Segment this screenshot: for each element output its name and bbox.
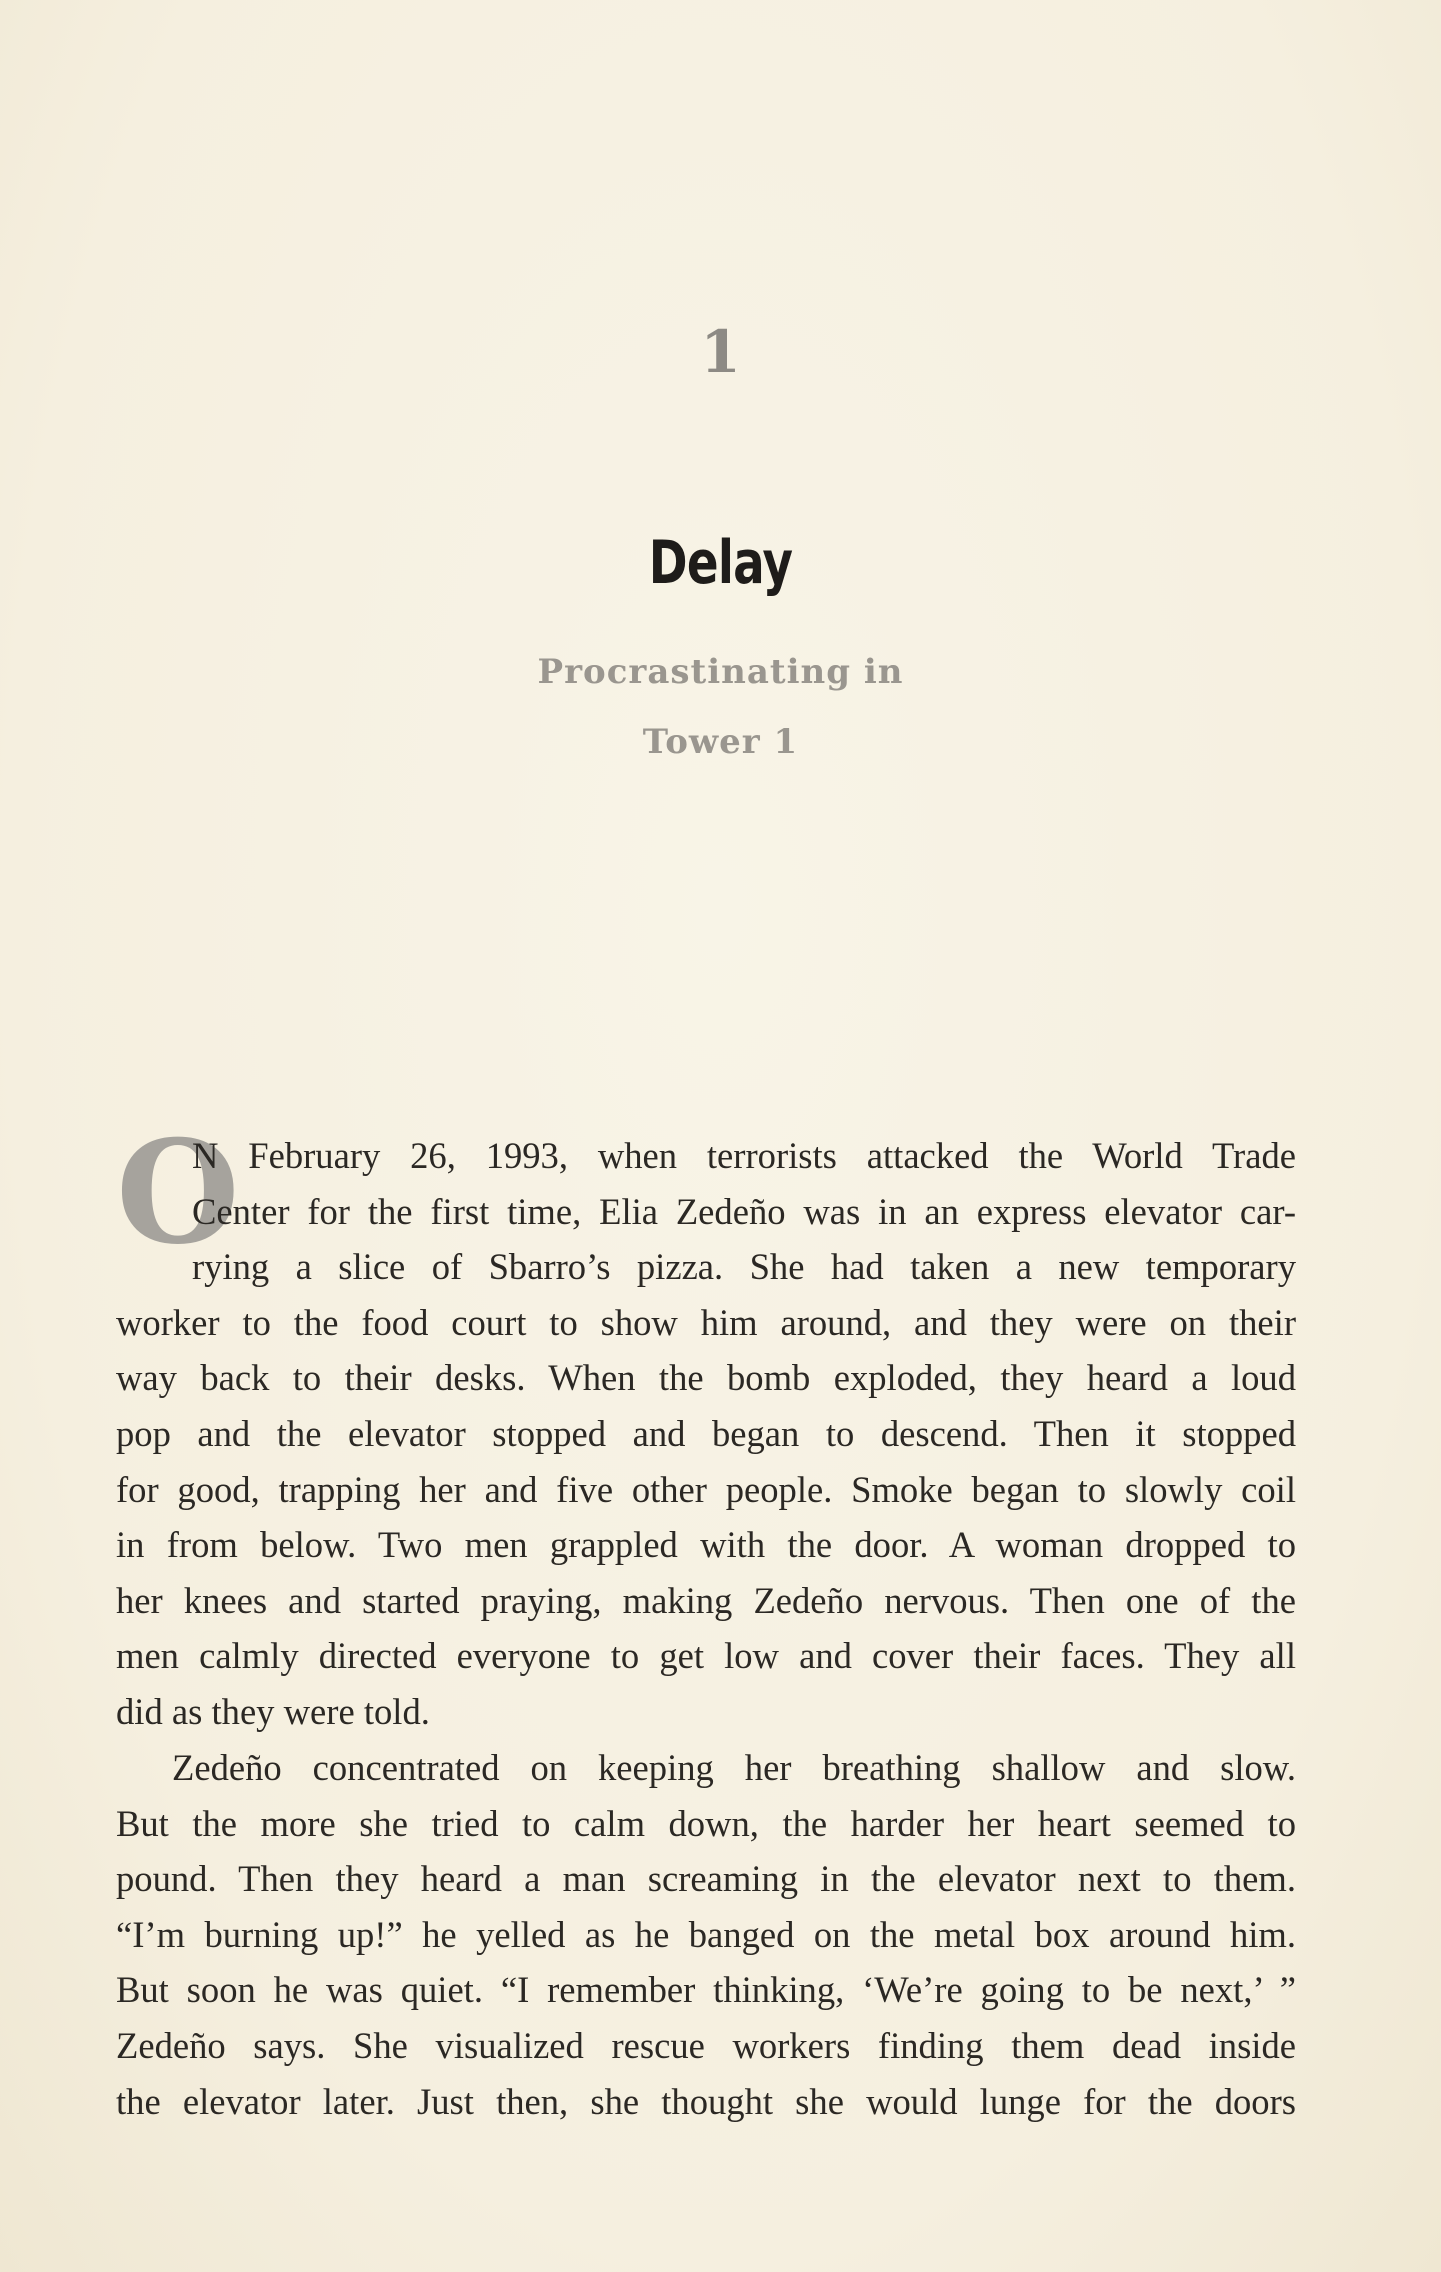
paragraph-2 <box>116 1740 1296 2129</box>
chapter-number: 1 <box>700 318 741 386</box>
paragraph-line: pound. Then they heard a man screaming in the elevator next to them. <box>116 1858 1296 1900</box>
chapter-title: Delay <box>648 528 793 598</box>
paragraph-line: “I’m burning up!” he yelled as he banged on the metal box around him. <box>116 1913 1296 1955</box>
drop-cap: O <box>116 1110 240 1276</box>
paragraph-line: But soon he was quiet. “I remember thinking, ‘We’re going to be next,’ ” <box>116 1969 1296 2011</box>
paragraph-line: men calmly directed everyone to get low and cover their faces. They all <box>116 1635 1296 1677</box>
paragraph-line: for good, trapping her and five other people. Smoke began to slowly coil <box>116 1468 1296 1510</box>
paragraph-1 <box>116 1128 1296 1740</box>
paragraph-line: N February 26, 1993, when terrorists attacked the World Trade <box>192 1135 1296 1176</box>
chapter-subtitle-line-2: Tower 1 <box>642 722 799 762</box>
paragraph-line: in from below. Two men grappled with the door. A woman dropped to <box>116 1524 1296 1566</box>
paragraph-line: Center for the first time, Elia Zedeño was in an express elevator car- <box>192 1190 1296 1232</box>
paragraph-line: worker to the food court to show him around, and they were on their <box>116 1301 1296 1343</box>
paragraph-line: way back to their desks. When the bomb exploded, they heard a loud <box>116 1357 1296 1399</box>
paragraph-line: But the more she tried to calm down, the harder her heart seemed to <box>116 1802 1296 1844</box>
paragraph-line: Zedeño says. She visualized rescue workers finding them dead inside <box>116 2024 1296 2066</box>
chapter-subtitle-line-1: Procrastinating in <box>537 652 904 692</box>
paragraph-line: her knees and started praying, making Zedeño nervous. Then one of the <box>116 1579 1296 1621</box>
paragraph-line: rying a slice of Sbarro’s pizza. She had taken a new temporary <box>192 1246 1296 1288</box>
paragraph-line: the elevator later. Just then, she thought she would lunge for the doors <box>116 2080 1296 2122</box>
paragraph-line: Zedeño concentrated on keeping her breathing shallow and slow. <box>172 1747 1296 1788</box>
paragraph-line: did as they were told. <box>116 1690 430 1732</box>
paragraph-line: pop and the elevator stopped and began to descend. Then it stopped <box>116 1412 1296 1454</box>
